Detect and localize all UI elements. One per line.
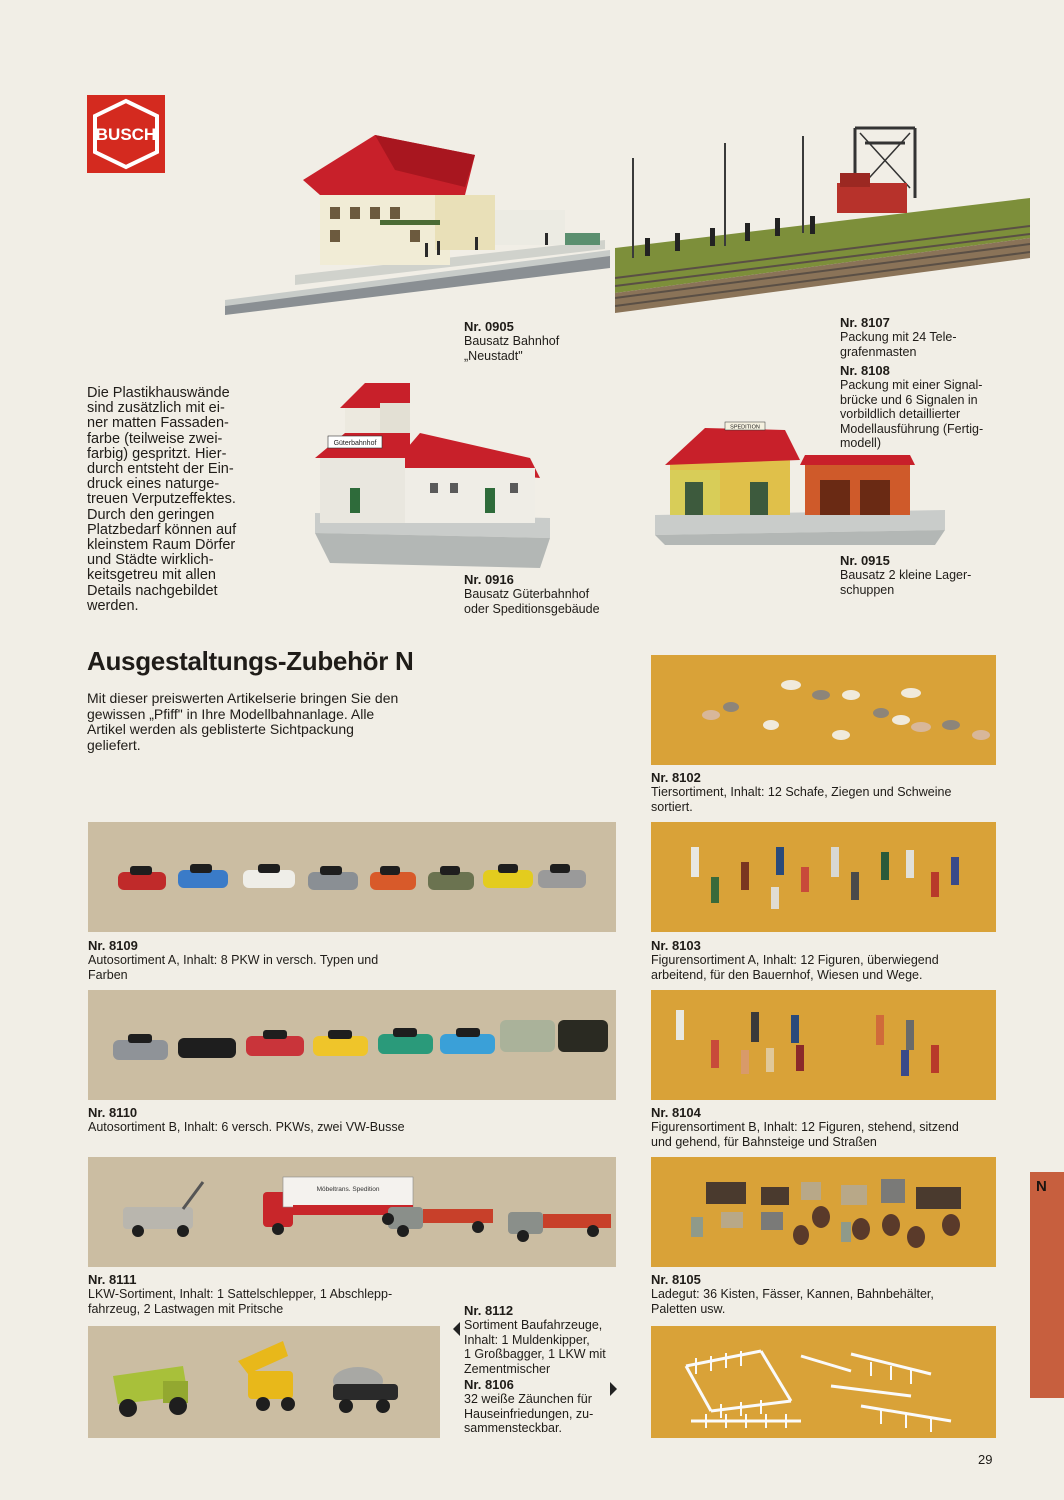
caption-line: vorbildlich detaillierter [840,407,961,421]
intro-line: sind zusätzlich mit ei- [87,400,225,417]
caption-line: 1 Großbagger, 1 LKW mit [464,1347,606,1361]
section-tab [1030,1172,1064,1398]
caption-0916 [464,573,634,616]
caption-line: Modellausführung (Fertig- [840,421,984,436]
intro-line: Details nachgebildet [87,582,218,599]
caption-line: modell) [840,436,881,450]
section-heading: Ausgestaltungs-Zubehör N [87,646,414,676]
lead-line: Artikel werden als geblisterte Sichtpackung [87,721,354,737]
caption-line: LKW-Sortiment, Inhalt: 1 Sattelschlepper, 1 Abschlepp- [88,1287,393,1301]
caption-8105 [651,1273,1031,1316]
caption-8102 [651,771,1031,814]
intro-line: druck eines naturge- [87,476,220,493]
photo-8106-zaeunchen [651,1326,996,1438]
caption-line: oder Speditionsgebäude [464,601,600,616]
photo-8110-autosortiment-b [88,990,616,1100]
photo-bahnhof-neustadt [225,125,610,315]
caption-line: 32 weiße Zäunchen für [464,1392,592,1406]
item-number: Nr. 8107 [840,315,890,330]
photo-8104-figurensortiment-b [651,990,996,1100]
item-number: Nr. 8105 [651,1272,701,1287]
intro-line: Durch den geringen [87,506,215,523]
intro-line: kleinstem Raum Dörfer [87,537,236,554]
item-number: Nr. 8111 [88,1272,137,1287]
intro-line: und Städte wirklich- [87,552,214,569]
photo-lagerschuppen [655,410,945,545]
photo-8112-baufahrzeuge [88,1326,440,1438]
page-number: 29 [978,1452,993,1467]
item-number: Nr. 8110 [88,1105,138,1120]
intro-line: farbe (teilweise zwei- [87,430,223,447]
caption-line: Hauseinfriedungen, zu- [464,1406,594,1421]
caption-line: schuppen [840,582,895,597]
caption-line: sammensteckbar. [464,1421,562,1435]
intro-line: keitsgetreu mit allen [87,567,216,584]
caption-8109 [88,939,468,982]
caption-line: sortiert. [651,799,693,814]
intro-line: durch entsteht der Ein- [87,461,234,478]
intro-line: treuen Verputzeffektes. [87,491,236,508]
caption-0905 [464,320,624,363]
item-number: Nr. 0905 [464,319,514,334]
section-lead [87,691,457,753]
item-number: Nr. 8102 [651,770,701,785]
item-number: Nr. 8109 [88,938,138,953]
lead-line: Mit dieser preiswerten Artikelserie bringen Sie den [87,690,399,706]
caption-0915 [840,554,1030,597]
intro-line: werden. [87,597,139,614]
item-number: Nr. 8112 [464,1303,514,1318]
logo-text: BUSCH [95,125,157,144]
caption-8111 [88,1273,468,1316]
caption-line: Sortiment Baufahrzeuge, [464,1318,603,1332]
arrow-left-icon [453,1322,460,1336]
item-number: Nr. 8106 [464,1377,514,1392]
caption-line: arbeitend, für den Bauernhof, Wiesen und Wege. [651,967,923,982]
lead-line: geliefert. [87,736,141,753]
caption-8107 [840,316,1040,359]
caption-line: Figurensortiment B, Inhalt: 12 Figuren, stehend, sitzend [651,1120,959,1134]
photo-8105-ladegut [651,1157,996,1267]
caption-line: Inhalt: 1 Muldenkipper, [464,1332,590,1347]
photo-gueterbahnhof [310,378,560,573]
section-tab-label: N [1036,1178,1047,1195]
caption-line: Bausatz Bahnhof [464,334,560,348]
photo-8111-lkw-sortiment [88,1157,616,1267]
arrow-right-icon [610,1382,617,1396]
caption-8110 [88,1106,468,1135]
caption-line: Packung mit 24 Tele- [840,330,957,344]
item-number: Nr. 8108 [840,363,890,378]
model-sign-bus: Möbeltrans. Spedition [316,1186,380,1193]
photo-8102-tiersortiment [651,655,996,765]
caption-8106 [464,1378,624,1436]
caption-8112 [464,1304,624,1376]
model-sign-gueterbahnhof: Güterbahnhof [333,440,377,447]
caption-line: Autosortiment B, Inhalt: 6 versch. PKWs, zwei VW-Busse [88,1120,405,1134]
caption-line: Figurensortiment A, Inhalt: 12 Figuren, überwiegend [651,953,939,967]
intro-line: Die Plastikhauswände [87,385,230,401]
caption-line: Bausatz Güterbahnhof [464,587,590,601]
caption-line: fahrzeug, 2 Lastwagen mit Pritsche [88,1301,284,1316]
busch-logo [87,95,165,173]
intro-text [87,386,257,614]
caption-line: Paletten usw. [651,1301,726,1316]
caption-line: Farben [88,967,128,982]
caption-line: Autosortiment A, Inhalt: 8 PKW in versch. Typen und [88,953,379,967]
intro-line: ner matten Fassaden- [87,415,229,432]
caption-line: „Neustadt" [464,348,523,363]
caption-line: Tiersortiment, Inhalt: 12 Schafe, Ziegen und Schweine [651,785,952,799]
caption-line: Bausatz 2 kleine Lager- [840,568,972,582]
intro-line: farbig) gespritzt. Hier- [87,445,227,462]
caption-line: und gehend, für Bahnsteige und Straßen [651,1134,877,1149]
caption-line: Packung mit einer Signal- [840,378,983,392]
item-number: Nr. 8104 [651,1105,701,1120]
item-number: Nr. 0915 [840,553,890,568]
photo-signal-diorama [615,118,1030,313]
caption-line: brücke und 6 Signalen in [840,392,978,407]
caption-line: grafenmasten [840,344,917,359]
lead-line: gewissen „Pfiff" in Ihre Modellbahnanlage. Alle [87,705,375,722]
photo-8103-figurensortiment-a [651,822,996,932]
item-number: Nr. 8103 [651,938,701,953]
intro-line: Platzbedarf können auf [87,521,237,538]
model-sign-spedition: SPEDITION [730,424,760,431]
caption-line: Zementmischer [464,1361,551,1376]
caption-line: Ladegut: 36 Kisten, Fässer, Kannen, Bahnbehälter, [651,1287,934,1301]
item-number: Nr. 0916 [464,572,514,587]
caption-8103 [651,939,1031,982]
caption-8104 [651,1106,1031,1149]
photo-8109-autosortiment-a [88,822,616,932]
